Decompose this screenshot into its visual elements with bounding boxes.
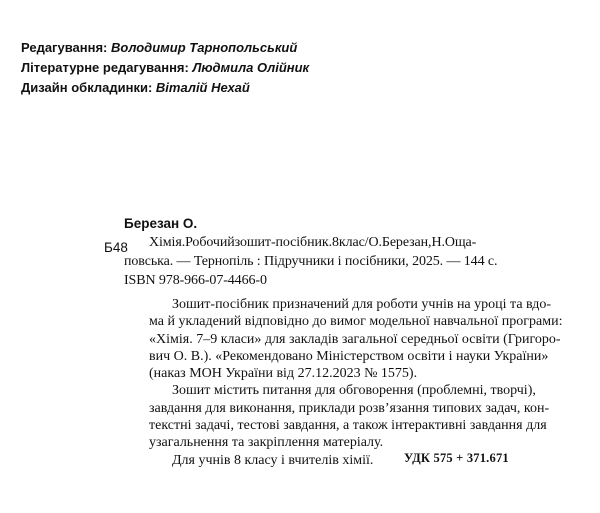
udk-code: УДК 575 + 371.671	[404, 451, 509, 465]
bib-line: повська. — Тернопіль : Підручники і посібники, 2025. — 144 с.	[124, 254, 498, 269]
catalog-author: Березан О.	[124, 216, 198, 231]
bib-line: Хімія.Робочийзошит-посібник.8клас/О.Березан,Н.Оща-	[149, 235, 477, 250]
credit-person: Віталій Нехай	[155, 80, 250, 95]
credit-role: Літературне редагування:	[21, 60, 189, 75]
show-through-text	[329, 21, 580, 64]
credit-person: Людмила Олійник	[192, 60, 310, 75]
credit-role: Редагування:	[21, 40, 108, 55]
annotation	[149, 296, 563, 469]
annotation-line: ма й укладений відповідно до вимог модельної навчальної програми:	[149, 314, 563, 330]
annotation-line: узагальнення та закріплення матеріалу.	[149, 435, 384, 451]
annotation-audience: Для учнів 8 класу і вчителів хімії.	[172, 452, 374, 468]
annotation-line: Зошит-посібник призначений для роботи учнів на уроці та вдо-	[172, 297, 552, 312]
annotation-line: текстні задачі, тестові завдання, а також інтерактивні завдання для	[149, 418, 547, 434]
annotation-line: «Хімія. 7–9 класи» для закладів загальної середньої освіти (Григоро-	[149, 331, 561, 347]
annotation-line: Зошит містить питання для обговорення (проблемні, творчі),	[172, 383, 536, 399]
credit-literary-editing	[21, 58, 309, 78]
isbn: ISBN 978-966-07-4466-0	[124, 273, 267, 288]
bibliographic-record	[124, 233, 498, 290]
credits-block	[21, 38, 309, 98]
credit-cover-design	[21, 78, 309, 98]
annotation-line: завдання для виконання, приклади розв’язання типових задач, кон-	[149, 400, 550, 416]
annotation-line: (наказ МОН України від 27.12.2023 № 1575).	[149, 366, 418, 382]
credit-editing	[21, 38, 309, 58]
annotation-line: вич О. В.). «Рекомендовано Міністерством освіти і науки України»	[149, 348, 549, 364]
credit-role: Дизайн обкладинки:	[21, 80, 153, 95]
credit-person: Володимир Тарнопольський	[111, 40, 298, 55]
catalog-code: Б48	[104, 240, 128, 255]
